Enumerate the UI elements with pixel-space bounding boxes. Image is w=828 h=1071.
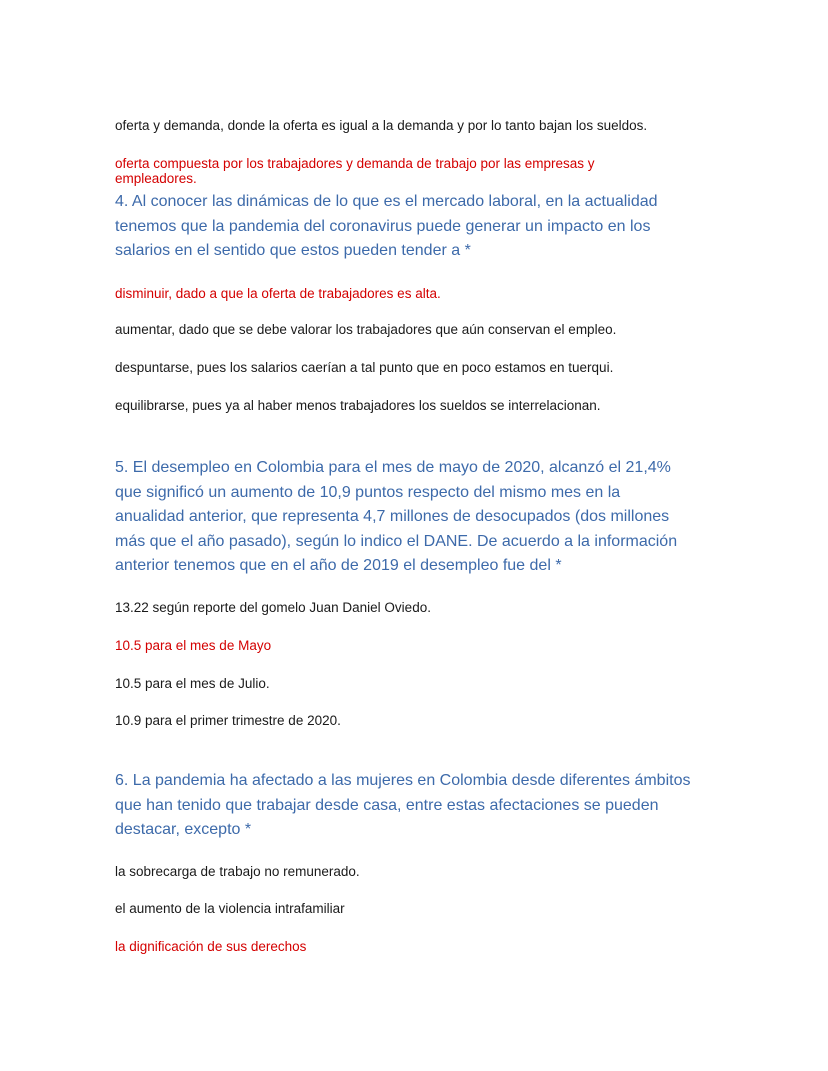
- question-line: salarios en el sentido que estos pueden tender a *: [115, 242, 471, 259]
- option-text: oferta y demanda, donde la oferta es igual a la demanda y por lo tanto bajan los sueldos.: [115, 118, 648, 133]
- correct-answer-text: empleadores.: [115, 171, 197, 186]
- question-line: 6. La pandemia ha afectado a las mujeres en Colombia desde diferentes ámbitos: [115, 772, 691, 789]
- question-line: 5. El desempleo en Colombia para el mes de mayo de 2020, alcanzó el 21,4%: [115, 459, 671, 476]
- question-line: más que el año pasado), según lo indico el DANE. De acuerdo a la información: [115, 532, 678, 550]
- option-text: equilibrarse, pues ya al haber menos trabajadores los sueldos se interrelacionan.: [115, 398, 601, 413]
- option-text: 13.22 según reporte del gomelo Juan Daniel Oviedo.: [115, 600, 431, 615]
- option-text: aumentar, dado que se debe valorar los trabajadores que aún conservan el empleo.: [115, 322, 617, 337]
- question-line: anualidad anterior, que representa 4,7 millones de desocupados (dos millones: [115, 508, 670, 525]
- option-text: 10.5 para el mes de Julio.: [115, 676, 270, 691]
- question-line: destacar, excepto *: [115, 821, 252, 838]
- option-text: el aumento de la violencia intrafamiliar: [115, 901, 345, 916]
- question-5: [115, 456, 677, 579]
- correct-answer-text: oferta compuesta por los trabajadores y demanda de trabajo por las empresas y: [115, 156, 595, 171]
- correct-answer-text: la dignificación de sus derechos: [115, 939, 307, 954]
- correct-answer-text: disminuir, dado a que la oferta de trabajadores es alta.: [115, 286, 441, 301]
- question-line: anterior tenemos que en el año de 2019 el desempleo fue del *: [115, 557, 562, 574]
- option-text: 10.9 para el primer trimestre de 2020.: [115, 713, 341, 728]
- question-line: que significó un aumento de 10,9 puntos respecto del mismo mes en la: [115, 483, 621, 501]
- option-text: despuntarse, pues los salarios caerían a tal punto que en poco estamos en tuerqui.: [115, 360, 614, 375]
- question-line: tenemos que la pandemia del coronavirus puede generar un impacto en los: [115, 217, 651, 235]
- question-line: que han tenido que trabajar desde casa, entre estas afectaciones se pueden: [115, 796, 659, 814]
- question-4: [115, 190, 658, 264]
- question-line: 4. Al conocer las dinámicas de lo que es el mercado laboral, en la actualidad: [115, 193, 658, 210]
- correct-answer-text: 10.5 para el mes de Mayo: [115, 638, 272, 653]
- option-text: la sobrecarga de trabajo no remunerado.: [115, 864, 360, 879]
- question-6: [115, 769, 690, 843]
